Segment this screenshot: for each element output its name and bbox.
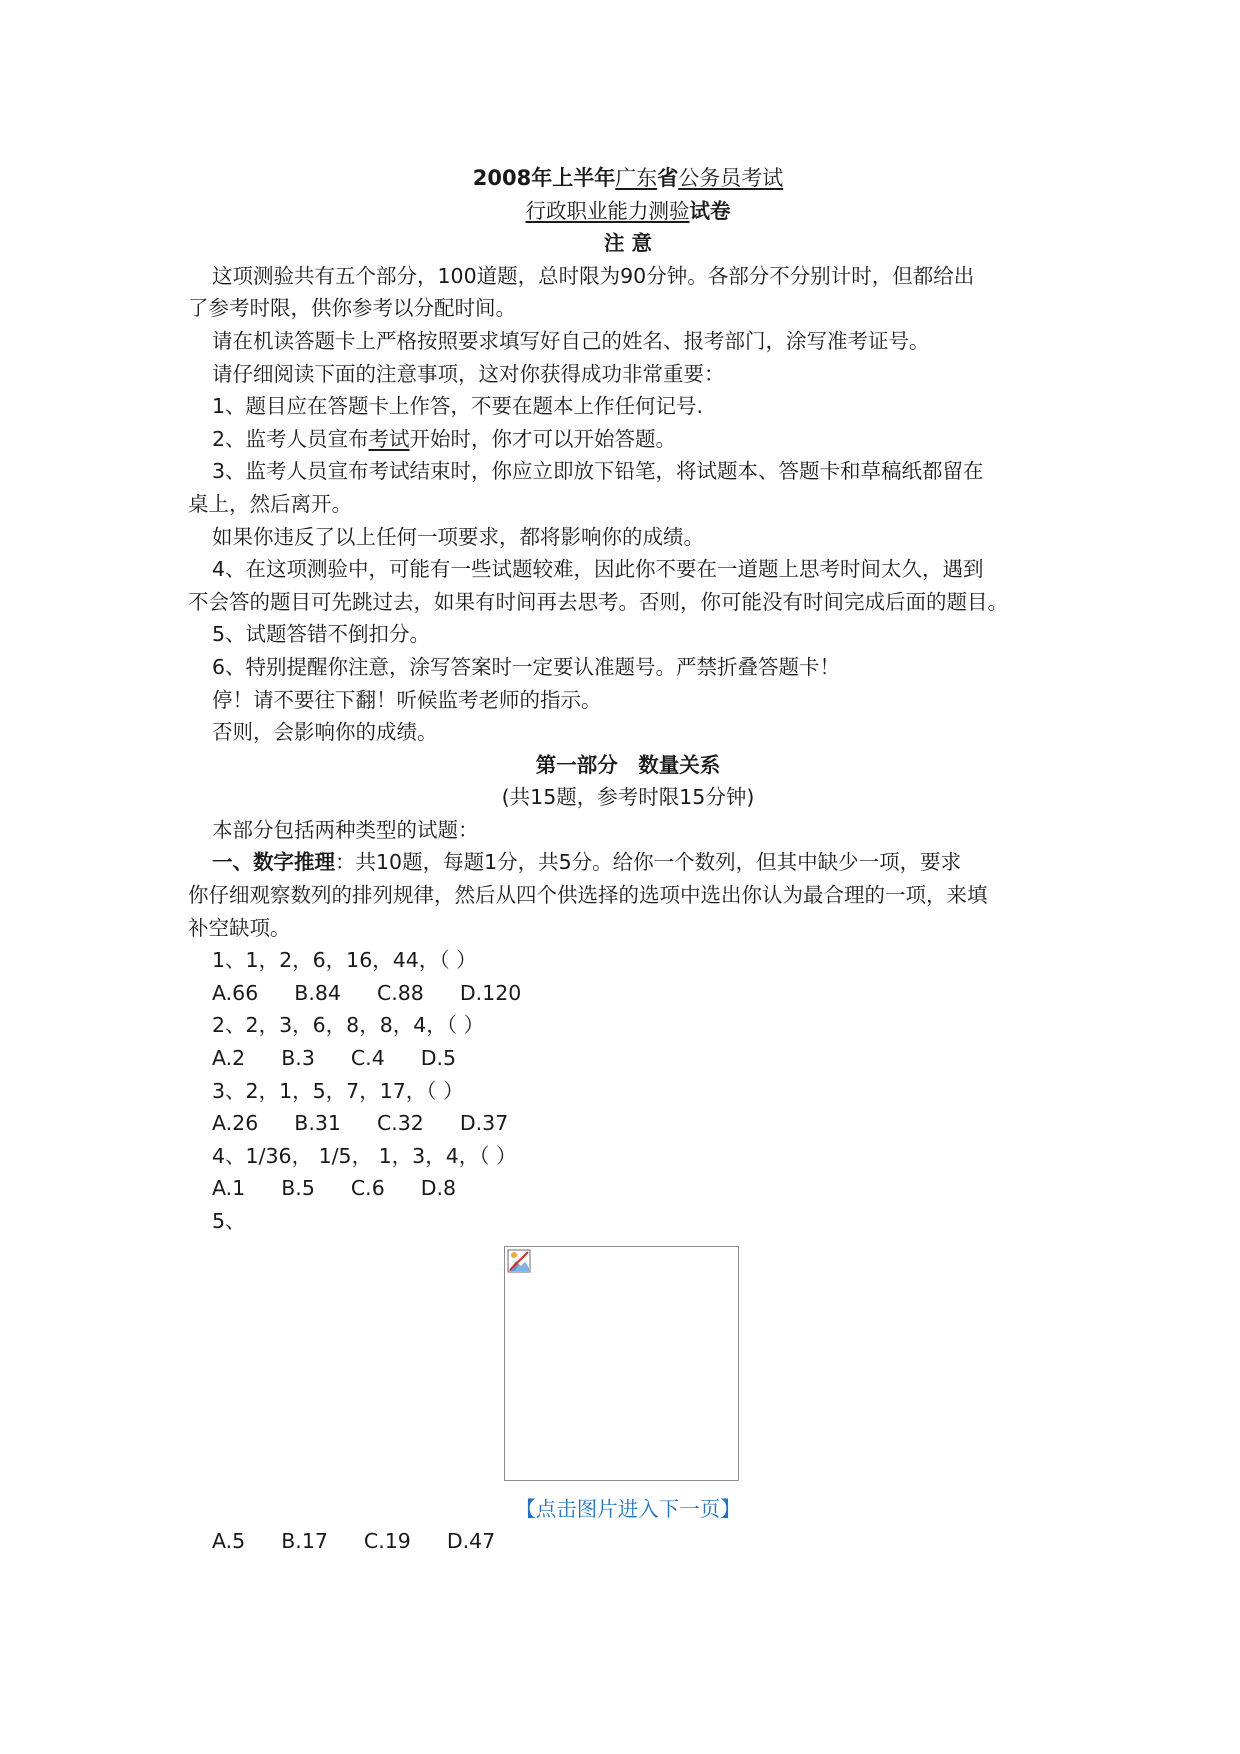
broken-image-icon	[507, 1249, 531, 1273]
question-5-stem: 5、	[212, 1209, 246, 1233]
question-3-stem: 3、2，1，5，7，17，（ ）	[212, 1078, 464, 1103]
option-d: D.120	[459, 980, 522, 1005]
exam-title	[188, 162, 1068, 195]
option-d: D.47	[446, 1529, 496, 1554]
question-2-stem: 2、2，3，6，8，8，4，（ ）	[212, 1013, 485, 1038]
title-province-link[interactable]: 广东	[615, 166, 658, 190]
option-a: A.5	[212, 1529, 246, 1554]
option-b: B.31	[294, 1111, 341, 1136]
option-a: A.66	[212, 980, 259, 1005]
option-b: B.5	[281, 1176, 315, 1201]
question-2-options	[188, 1042, 1068, 1075]
rule-2-post: 开始时，你才可以开始答题。	[409, 426, 677, 451]
rule-4b: 不会答的题目可先跳过去，如果有时间再去思考。否则，你可能没有时间完成后面的题目。	[188, 589, 1008, 614]
next-page-link[interactable]: 【点击图片进入下一页】	[515, 1496, 741, 1521]
question-5-options	[188, 1525, 1068, 1558]
option-d: D.5	[420, 1046, 457, 1071]
question-1-options	[188, 977, 1068, 1010]
type-1-description-b: 你仔细观察数列的排列规律，然后从四个供选择的选项中选出你认为最合理的一项，来填	[188, 883, 988, 908]
question-5-figure	[188, 1238, 1068, 1493]
notice-heading: 注 意	[603, 231, 653, 256]
notice-paragraph-1a: 这项测验共有五个部分，100道题，总时限为90分钟。各部分不分别计时，但都给出	[212, 263, 975, 288]
option-a: A.1	[212, 1176, 246, 1201]
rule-2-pre: 2、监考人员宣布	[212, 426, 369, 451]
exam-subtitle	[188, 195, 1068, 228]
type-1-label: 一、数字推理	[212, 850, 335, 875]
subtitle-paper: 试卷	[689, 198, 731, 223]
rule-4a: 4、在这项测验中，可能有一些试题较难，因此你不要在一道题上思考时间太久，遇到	[212, 557, 984, 582]
otherwise-note: 否则，会影响你的成绩。	[212, 720, 438, 745]
option-d: D.8	[420, 1176, 457, 1201]
section-1-time: (共15题，参考时限15分钟)	[501, 785, 755, 810]
title-year: 2008年上半年	[472, 166, 616, 190]
exam-link[interactable]: 考试	[368, 426, 410, 451]
notice-paragraph-1b: 了参考时限，供你参考以分配时间。	[188, 296, 516, 321]
rule-2	[188, 423, 1068, 456]
notice-paragraph-3: 请仔细阅读下面的注意事项，这对你获得成功非常重要：	[212, 361, 725, 386]
option-b: B.17	[281, 1529, 328, 1554]
rule-3a: 3、监考人员宣布考试结束时，你应立即放下铅笔，将试题本、答题卡和草稿纸都留在	[212, 459, 984, 484]
question-5-image[interactable]	[504, 1246, 739, 1481]
notice-paragraph-2: 请在机读答题卡上严格按照要求填写好自己的姓名、报考部门，涂写准考证号。	[212, 328, 930, 353]
rule-5: 5、试题答错不倒扣分。	[212, 622, 431, 647]
option-a: A.26	[212, 1111, 259, 1136]
option-c: C.4	[350, 1046, 385, 1071]
rule-6: 6、特别提醒你注意，涂写答案时一定要认准题号。严禁折叠答题卡！	[212, 654, 841, 679]
section-1-heading: 第一部分 数量关系	[535, 752, 721, 777]
type-1-description-c: 补空缺项。	[188, 915, 291, 940]
subtitle-subject-link[interactable]: 行政职业能力测验	[525, 198, 690, 223]
question-4-stem: 4、1/36， 1/5， 1，3，4，（ ）	[212, 1143, 517, 1168]
type-1-text: ：共10题，每题1分，共5分。给你一个数列，但其中缺少一项，要求	[335, 850, 962, 875]
option-a: A.2	[212, 1046, 246, 1071]
title-sheng: 省	[657, 166, 679, 190]
question-3-options	[188, 1107, 1068, 1140]
option-c: C.6	[350, 1176, 385, 1201]
type-1-description	[188, 846, 1068, 879]
rule-1: 1、题目应在答题卡上作答，不要在题本上作任何记号.	[212, 394, 704, 419]
option-d: D.37	[459, 1111, 509, 1136]
section-1-intro: 本部分包括两种类型的试题：	[212, 817, 479, 842]
question-1-stem: 1、1，2，6，16，44，（ ）	[212, 948, 477, 973]
option-b: B.3	[281, 1046, 315, 1071]
option-c: C.32	[376, 1111, 424, 1136]
option-c: C.88	[376, 980, 424, 1005]
title-exam-link[interactable]: 公务员考试	[678, 166, 784, 190]
option-b: B.84	[294, 980, 341, 1005]
stop-note: 停！请不要往下翻！听候监考老师的指示。	[212, 687, 602, 712]
question-4-options	[188, 1172, 1068, 1205]
rule-3b: 桌上，然后离开。	[188, 491, 352, 516]
document-page	[188, 162, 1068, 1558]
violation-note: 如果你违反了以上任何一项要求，都将影响你的成绩。	[212, 524, 704, 549]
option-c: C.19	[363, 1529, 411, 1554]
